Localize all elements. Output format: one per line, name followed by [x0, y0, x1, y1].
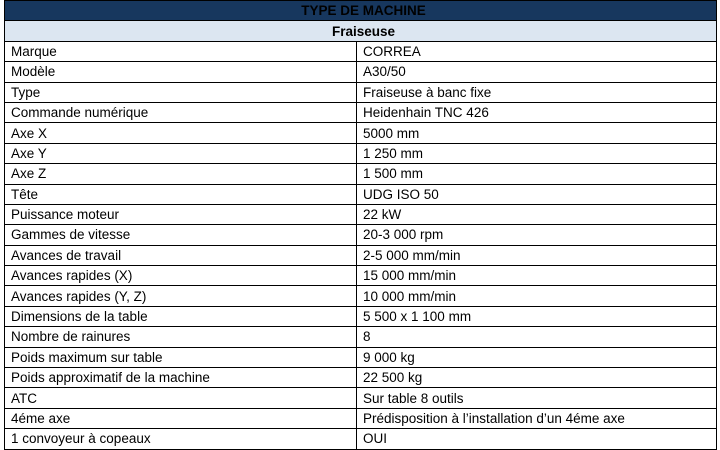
table-row [5, 266, 717, 286]
row-value: OUI [357, 429, 717, 449]
row-value: Prédisposition à l’installation d’un 4éme axe [357, 408, 717, 428]
row-label: Axe X [5, 123, 357, 143]
row-label: Poids maximum sur table [5, 347, 357, 367]
table-row [5, 204, 717, 224]
row-value: CORREA [357, 41, 717, 61]
table-row [5, 164, 717, 184]
row-label: Commande numérique [5, 102, 357, 122]
subtitle-row [5, 21, 717, 41]
row-value: 15 000 mm/min [357, 266, 717, 286]
table-row [5, 62, 717, 82]
row-value: 2-5 000 mm/min [357, 245, 717, 265]
row-label: Puissance moteur [5, 204, 357, 224]
table-row [5, 143, 717, 163]
row-label: Nombre de rainures [5, 327, 357, 347]
row-value: 20-3 000 rpm [357, 225, 717, 245]
row-label: Modèle [5, 62, 357, 82]
row-label: Axe Y [5, 143, 357, 163]
row-label: Type [5, 82, 357, 102]
row-label: Tête [5, 184, 357, 204]
table-row [5, 184, 717, 204]
table-row [5, 408, 717, 428]
row-label: 4éme axe [5, 408, 357, 428]
row-value: 1 250 mm [357, 143, 717, 163]
row-label: Avances de travail [5, 245, 357, 265]
machine-spec-sheet [4, 0, 716, 450]
table-row [5, 123, 717, 143]
row-value: 5 500 x 1 100 mm [357, 306, 717, 326]
row-value: 10 000 mm/min [357, 286, 717, 306]
row-value: UDG ISO 50 [357, 184, 717, 204]
table-row [5, 429, 717, 449]
table-row [5, 347, 717, 367]
table-row [5, 245, 717, 265]
row-value: 8 [357, 327, 717, 347]
row-label: Axe Z [5, 164, 357, 184]
table-row [5, 41, 717, 61]
row-label: Avances rapides (Y, Z) [5, 286, 357, 306]
row-value: Heidenhain TNC 426 [357, 102, 717, 122]
row-value: 5000 mm [357, 123, 717, 143]
row-value: 22 500 kg [357, 368, 717, 388]
table-row [5, 368, 717, 388]
row-label: Dimensions de la table [5, 306, 357, 326]
row-value: Fraiseuse à banc fixe [357, 82, 717, 102]
table-row [5, 327, 717, 347]
row-label: Poids approximatif de la machine [5, 368, 357, 388]
table-subtitle: Fraiseuse [5, 21, 717, 41]
row-label: Avances rapides (X) [5, 266, 357, 286]
row-label: ATC [5, 388, 357, 408]
row-value: 1 500 mm [357, 164, 717, 184]
row-label: Marque [5, 41, 357, 61]
table-row [5, 102, 717, 122]
row-value: Sur table 8 outils [357, 388, 717, 408]
row-value: 22 kW [357, 204, 717, 224]
row-label: 1 convoyeur à copeaux [5, 429, 357, 449]
row-value: A30/50 [357, 62, 717, 82]
title-row [5, 1, 717, 21]
row-label: Gammes de vitesse [5, 225, 357, 245]
spec-table [4, 0, 717, 450]
row-value: 9 000 kg [357, 347, 717, 367]
table-row [5, 225, 717, 245]
table-row [5, 82, 717, 102]
table-row [5, 286, 717, 306]
table-title: TYPE DE MACHINE [5, 1, 717, 21]
table-row [5, 306, 717, 326]
table-row [5, 388, 717, 408]
